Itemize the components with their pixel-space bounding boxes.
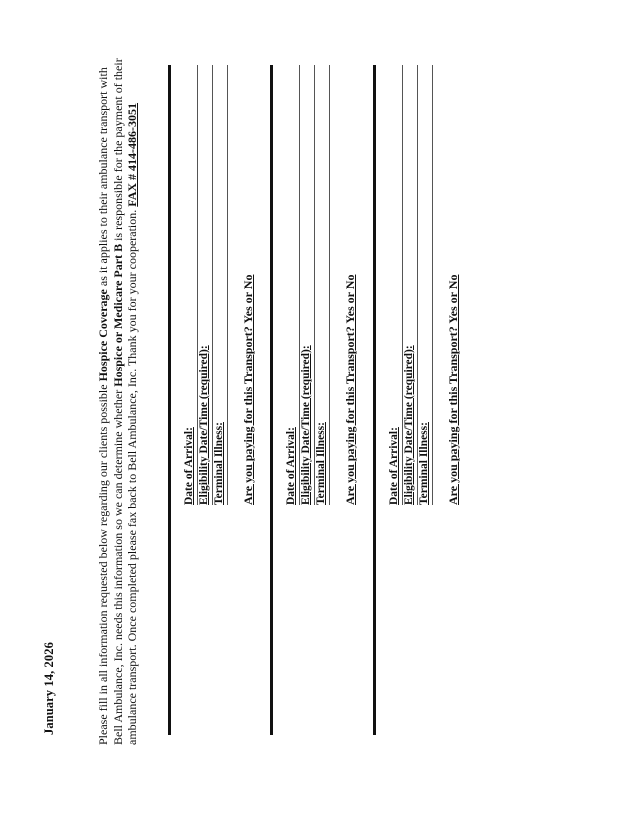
eligibility-label: Eligibility Date/Time (required): [198,345,210,505]
date-of-arrival-label: Date of Arrival: [285,427,297,505]
terminal-illness-label: Terminal Illness: [418,422,430,505]
terminal-illness-label: Terminal Illness: [213,422,225,505]
date-of-arrival-label: Date of Arrival: [183,427,195,505]
terminal-illness-label: Terminal Illness: [315,422,327,505]
date-of-arrival-label: Date of Arrival: [388,427,400,505]
terminal-illness-field[interactable] [418,65,433,505]
hospice-coverage-bold: Hospice Coverage [96,289,110,382]
eligibility-field[interactable] [403,65,418,505]
date-of-arrival-field[interactable] [285,65,300,505]
section-divider-1 [168,65,171,735]
patient-section-2 [285,0,385,817]
terminal-illness-field[interactable] [213,65,228,505]
paying-question[interactable]: Are you paying for this Transport? Yes or No [343,274,357,505]
eligibility-field[interactable] [198,65,213,505]
intro-text-2: as it applies to their ambulance transport with Bell Ambulance, Inc. needs this information so we can determine whether [96,67,125,745]
eligibility-field[interactable] [300,65,315,505]
document-date: January 14, 2026 [42,642,56,735]
hospice-medicare-bold: Hospice or Medicare Part B [110,243,125,387]
eligibility-label: Eligibility Date/Time (required): [300,345,312,505]
fax-number: FAX # 414-486-3051 [125,102,140,207]
terminal-illness-field[interactable] [315,65,330,505]
intro-paragraph [96,55,140,745]
paying-question[interactable]: Are you paying for this Transport? Yes or No [241,274,255,505]
date-of-arrival-field[interactable] [183,65,198,505]
patient-section-3 [388,0,488,817]
patient-section-1 [183,0,283,817]
intro-text-1: Please fill in all information requested below regarding our clients possible [96,381,110,745]
intro-text-3: is responsible for the payment of their ambulance transport. Once completed please fax back to Bell Ambulance, Inc. Thank you for your cooperation. [110,58,140,745]
paying-question[interactable]: Are you paying for this Transport? Yes or No [446,274,460,505]
date-of-arrival-field[interactable] [388,65,403,505]
eligibility-label: Eligibility Date/Time (required): [403,345,415,505]
